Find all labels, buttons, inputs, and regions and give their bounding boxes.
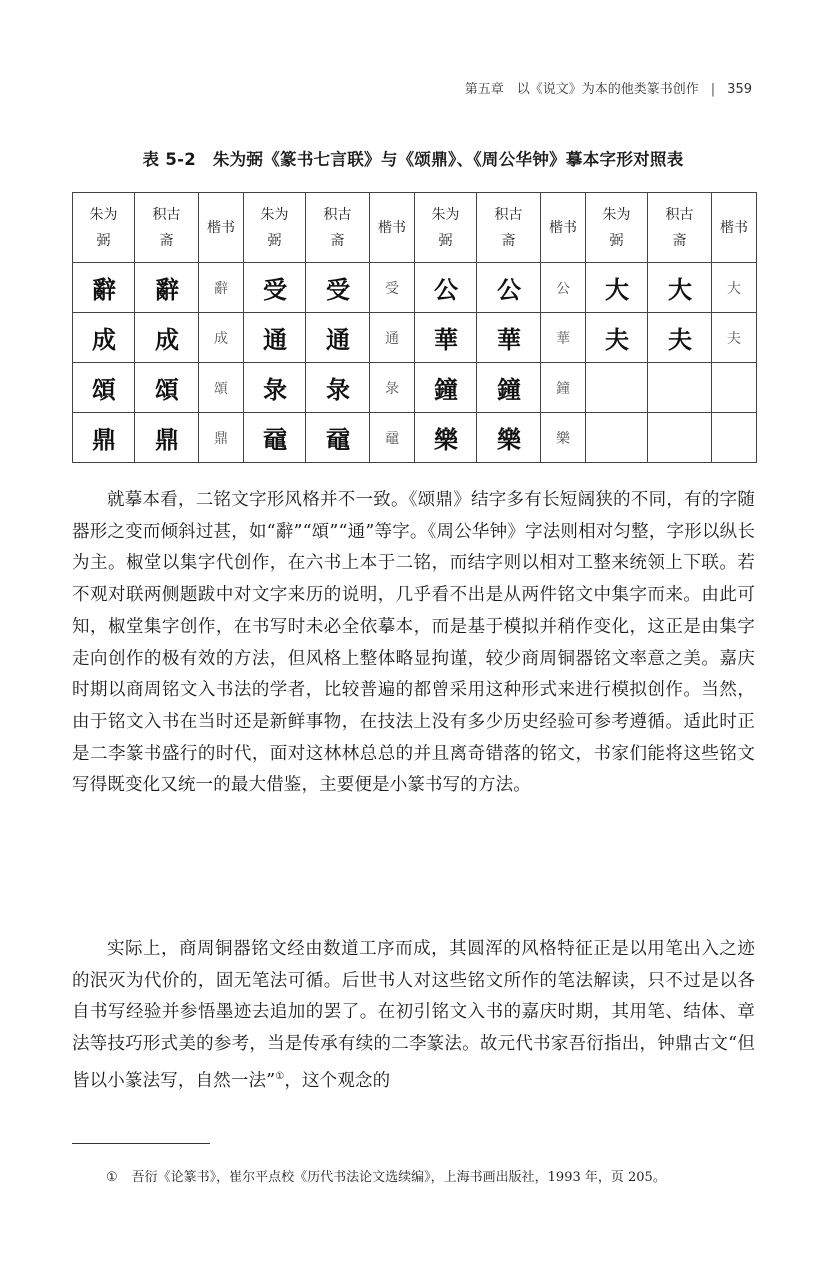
zhu-weibi-glyph-cell: 公: [415, 263, 477, 313]
table-row: [73, 363, 757, 413]
jigu-zhai-glyph-cell: 通: [306, 313, 370, 363]
jigu-zhai-glyph-cell: [648, 413, 712, 463]
jigu-zhai-glyph-cell: 頌: [135, 363, 199, 413]
kaishu-cell: 鼎: [199, 413, 244, 463]
table-header-cell: 楷书: [712, 193, 757, 263]
chapter-title: 第五章 以《说文》为本的他类篆书创作: [464, 82, 699, 97]
jigu-zhai-glyph-cell: 辭: [135, 263, 199, 313]
zhu-weibi-glyph-cell: 大: [586, 263, 648, 313]
table-row: [73, 263, 757, 313]
zhu-weibi-glyph-cell: 成: [73, 313, 135, 363]
zhu-weibi-glyph-cell: 鐘: [415, 363, 477, 413]
table-title: 表 5-2 朱为弼《篆书七言联》与《颂鼎》、《周公华钟》摹本字形对照表: [142, 150, 684, 169]
table-header-cell: 朱为 弼: [244, 193, 306, 263]
jigu-zhai-glyph-cell: 夫: [648, 313, 712, 363]
table-header-cell: 朱为 弼: [415, 193, 477, 263]
zhu-weibi-glyph-cell: 鼎: [73, 413, 135, 463]
footnote-mark: ①: [106, 1170, 118, 1185]
header-separator: |: [710, 82, 716, 97]
zhu-weibi-glyph-cell: 頌: [73, 363, 135, 413]
table-header-cell: 朱为 弼: [73, 193, 135, 263]
jigu-zhai-glyph-cell: 鐘: [477, 363, 541, 413]
kaishu-cell: 彔: [370, 363, 415, 413]
table-header-cell: 积古 斋: [306, 193, 370, 263]
table-header-row: [73, 193, 757, 263]
jigu-zhai-glyph-cell: 華: [477, 313, 541, 363]
table-header-cell: 积古 斋: [135, 193, 199, 263]
footnote-rule: [72, 1143, 210, 1144]
zhu-weibi-glyph-cell: 辭: [73, 263, 135, 313]
jigu-zhai-glyph-cell: 鼎: [135, 413, 199, 463]
jigu-zhai-glyph-cell: 成: [135, 313, 199, 363]
paragraph-text-main: 实际上，商周铜器铭文经由数道工序而成，其圆浑的风格特征正是以用笔出入之迹的泯灭为代价的，固无笔法可循。后世书人对这些铭文所作的笔法解读，只不过是以各自书写经验并参悟墨迹去追加的罢了。在初引铭文入书的嘉庆时期，其用笔、结体、章法等技巧形式美的参考，当是传承有续的二李篆法。故元代书家吾衍指出，钟鼎古文“但皆以小篆法写，自然一法”: [72, 939, 755, 1091]
table-header-cell: 积古 斋: [477, 193, 541, 263]
table-header-cell: 朱为 弼: [586, 193, 648, 263]
table-row: [73, 313, 757, 363]
table-body: [73, 193, 757, 463]
table-header-cell: 楷书: [199, 193, 244, 263]
kaishu-cell: 鐘: [541, 363, 586, 413]
jigu-zhai-glyph-cell: 大: [648, 263, 712, 313]
kaishu-cell: 頌: [199, 363, 244, 413]
zhu-weibi-glyph-cell: [586, 363, 648, 413]
kaishu-cell: 通: [370, 313, 415, 363]
footnote-reference[interactable]: ①: [275, 1070, 285, 1082]
zhu-weibi-glyph-cell: 夫: [586, 313, 648, 363]
zhu-weibi-glyph-cell: [586, 413, 648, 463]
jigu-zhai-glyph-cell: 樂: [477, 413, 541, 463]
kaishu-cell: 華: [541, 313, 586, 363]
kaishu-cell: 大: [712, 263, 757, 313]
zhu-weibi-glyph-cell: 受: [244, 263, 306, 313]
jigu-zhai-glyph-cell: 受: [306, 263, 370, 313]
kaishu-cell: 公: [541, 263, 586, 313]
kaishu-cell: 辭: [199, 263, 244, 313]
zhu-weibi-glyph-cell: 通: [244, 313, 306, 363]
paragraph-text-tail: ，这个观念的: [284, 1070, 391, 1091]
jigu-zhai-glyph-cell: 黿: [306, 413, 370, 463]
footnote-text: 吾衍《论篆书》，崔尔平点校《历代书法论文选续编》，上海书画出版社，1993 年，页 205。: [131, 1170, 666, 1185]
kaishu-cell: [712, 363, 757, 413]
zhu-weibi-glyph-cell: 華: [415, 313, 477, 363]
body-paragraph-1: [72, 485, 755, 802]
kaishu-cell: 夫: [712, 313, 757, 363]
table-header-cell: 楷书: [541, 193, 586, 263]
zhu-weibi-glyph-cell: 黿: [244, 413, 306, 463]
jigu-zhai-glyph-cell: 彔: [306, 363, 370, 413]
table-header-cell: 楷书: [370, 193, 415, 263]
kaishu-cell: 黿: [370, 413, 415, 463]
paragraph-text: 就摹本看，二铭文字形风格并不一致。《颂鼎》结字多有长短阔狭的不同，有的字随器形之变而倾斜过甚，如“辭”“頌”“通”等字。《周公华钟》字法则相对匀整，字形以纵长为主。椒堂以集字代创作，在六书上本于二铭，而结字则以相对工整来统领上下联。若不观对联两侧题跋中对文字来历的说明，几乎看不出是从两件铭文中集字而来。由此可知，椒堂集字创作，在书写时未必全依摹本，而是基于模拟并稍作变化，这正是由集字走向创作的极有效的方法，但风格上整体略显拘谨，较少商周铜器铭文率意之美。嘉庆时期以商周铭文入书法的学者，比较普遍的都曾采用这种形式来进行模拟创作。当然，由于铭文入书在当时还是新鲜事物，在技法上没有多少历史经验可参考遵循。适此时正是二李篆书盛行的时代，面对这林林总总的并且离奇错落的铭文，书家们能将这些铭文写得既变化又统一的最大借鉴，主要便是小篆书写的方法。: [72, 490, 755, 796]
kaishu-cell: 受: [370, 263, 415, 313]
page-number: 359: [727, 82, 752, 97]
table-row: [73, 413, 757, 463]
kaishu-cell: 樂: [541, 413, 586, 463]
character-comparison-table: [72, 192, 757, 463]
footnote: [106, 1166, 766, 1185]
running-head: [465, 78, 752, 97]
zhu-weibi-glyph-cell: 樂: [415, 413, 477, 463]
jigu-zhai-glyph-cell: 公: [477, 263, 541, 313]
paragraph-text: [72, 934, 755, 1098]
jigu-zhai-glyph-cell: [648, 363, 712, 413]
body-paragraph-2: [72, 934, 755, 1098]
kaishu-cell: 成: [199, 313, 244, 363]
table-header-cell: 积古 斋: [648, 193, 712, 263]
kaishu-cell: [712, 413, 757, 463]
zhu-weibi-glyph-cell: 彔: [244, 363, 306, 413]
